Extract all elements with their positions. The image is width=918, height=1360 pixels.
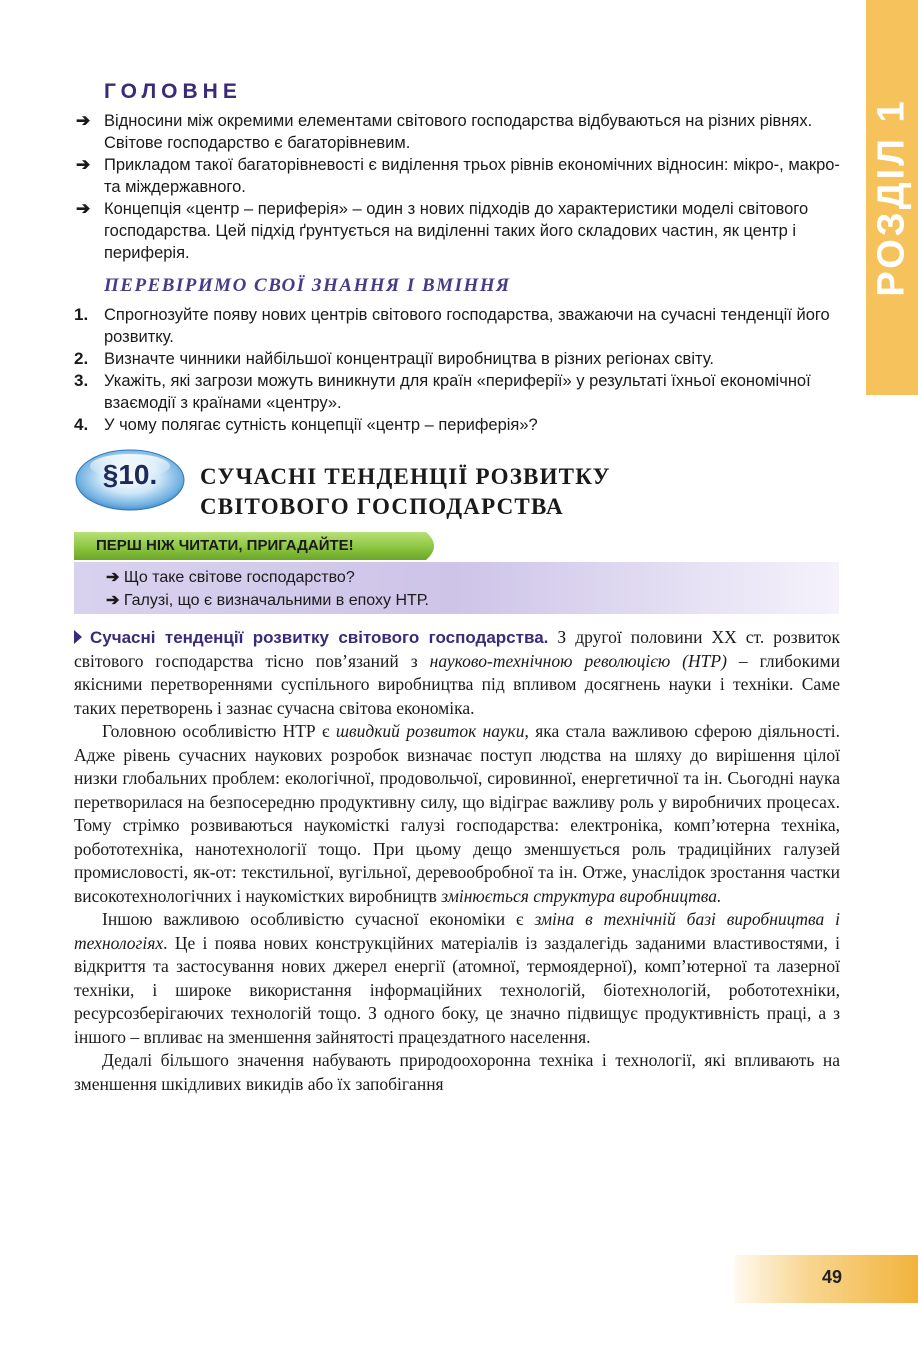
recall-item bbox=[106, 567, 355, 587]
summary-item bbox=[74, 198, 844, 264]
arrow-right-icon: ➔ bbox=[106, 592, 124, 609]
subsection-lead: Сучасні тенденції розвитку світового господарства. bbox=[90, 628, 549, 647]
summary-item-text: Прикладом такої багаторівневості є виділення трьох рівнів економічних відносин: мікро-, макро- та міждержавного. bbox=[104, 156, 840, 196]
check-item-text: Укажіть, які загрози можуть виникнути для країн «периферії» у результаті їхньої економічної взаємодії з країнами «центру». bbox=[104, 372, 811, 412]
recall-item bbox=[106, 590, 429, 610]
recall-banner bbox=[74, 532, 442, 560]
check-item-text: Спрогнозуйте появу нових центрів світового господарства, зважаючи на сучасні тенденції його розвитку. bbox=[104, 306, 830, 346]
check-item bbox=[74, 348, 844, 370]
body-paragraph bbox=[74, 908, 840, 1049]
section-number: §10. bbox=[102, 459, 158, 490]
body-text-run: З другої половини ХХ ст. розвиток світового господарства тісно пов’язаний з bbox=[74, 627, 840, 671]
section-title-line: СВІТОВОГО ГОСПОДАРСТВА bbox=[200, 494, 564, 519]
check-item-number: 3. bbox=[74, 371, 89, 390]
check-item bbox=[74, 370, 844, 414]
summary-item bbox=[74, 154, 844, 198]
chapter-tab-label: РОЗДІЛ 1 bbox=[870, 98, 913, 297]
summary-item-text: Відносини між окремими елементами світового господарства відбуваються на різних рівнях. Світове господарство є багаторівневим. bbox=[104, 112, 813, 152]
page-number: 49 bbox=[821, 1267, 843, 1287]
check-list bbox=[74, 304, 844, 436]
recall-label: ПЕРШ НІЖ ЧИТАТИ, ПРИГАДАЙТЕ! bbox=[96, 537, 354, 554]
check-item-number: 2. bbox=[74, 349, 89, 368]
body-text-run: . Це і поява нових конструкційних матеріалів із заздалегідь заданими властивостями, і відкриття та застосування нових джерел енергії (атомної, термоядерної), комп’ютерної та лазерної техніки, і широке використання інформаційних технологій, біотехнологій, робототехніки, ресурсозберігаючих технологій тощо. З одного боку, це значно підвищує продуктивність праці, а з іншого – впливає на зменшення зайнятості працездатного населення. bbox=[74, 932, 840, 1047]
check-item-text: Визначте чинники найбільшої концентрації виробництва в різних регіонах світу. bbox=[104, 350, 714, 368]
body-emphasis: науково-технічною революцією (НТР) bbox=[429, 650, 727, 671]
check-heading: ПЕРЕВІРИМО СВОЇ ЗНАННЯ І ВМІННЯ bbox=[104, 275, 511, 296]
body-text bbox=[74, 626, 840, 1096]
section-title bbox=[200, 462, 611, 522]
body-text-run: Дедалі більшого значення набувають природоохоронна техніка і технології, які впливають на зменшення шкідливих викидів або їх запобігання bbox=[74, 1050, 840, 1094]
section-title-line: СУЧАСНІ ТЕНДЕНЦІЇ РОЗВИТКУ bbox=[200, 464, 611, 489]
arrow-right-icon: ➔ bbox=[76, 155, 91, 174]
body-paragraph bbox=[74, 720, 840, 908]
body-paragraph bbox=[74, 1049, 840, 1096]
triangle-marker-icon bbox=[74, 630, 82, 644]
check-item-text: У чому полягає сутність концепції «центр – периферія»? bbox=[104, 416, 538, 434]
check-item bbox=[74, 304, 844, 348]
summary-item-text: Концепція «центр – периферія» – один з нових підходів до характеристики моделі світового господарства. Цей підхід ґрунтується на виділенні таких його складових частин, як центр і периферія. bbox=[104, 200, 809, 262]
summary-item bbox=[74, 110, 844, 154]
body-paragraph bbox=[74, 626, 840, 720]
check-item bbox=[74, 414, 844, 436]
chapter-tab bbox=[866, 0, 918, 395]
body-text-run: – глибокими якісними перетвореннями суспільного виробництва під впливом досягнень науки і техніки. Саме таких перетворень і зазнає сучасна світова економіка. bbox=[74, 650, 840, 718]
body-emphasis: зміна в технічній базі виробництва і технологіях bbox=[74, 909, 840, 953]
recall-item-text: Галузі, що є визначальними в епоху НТР. bbox=[123, 592, 429, 609]
arrow-right-icon: ➔ bbox=[76, 199, 91, 218]
body-text-run: Головною особливістю НТР є bbox=[102, 721, 336, 741]
check-item-number: 1. bbox=[74, 305, 89, 324]
recall-item-text: Що таке світове господарство? bbox=[123, 569, 355, 586]
arrow-right-icon: ➔ bbox=[106, 569, 124, 586]
arrow-right-icon: ➔ bbox=[76, 111, 91, 130]
body-text-run: Іншою важливою особливістю сучасної економіки є bbox=[102, 909, 535, 929]
check-item-number: 4. bbox=[74, 415, 89, 434]
summary-list bbox=[74, 110, 844, 264]
recall-box bbox=[74, 562, 839, 614]
section-badge bbox=[74, 446, 186, 512]
body-emphasis: змінюється структура виробництва. bbox=[441, 885, 722, 906]
chapter-tab-label-wrap bbox=[866, 0, 918, 395]
body-emphasis: швидкий розвиток науки bbox=[335, 721, 525, 741]
summary-heading: ГОЛОВНЕ bbox=[104, 80, 242, 103]
body-text-run: , яка стала важливою сферою діяльності. Адже рівень сучасних наукових розробок визначає поступ людства на шляху до вирішення цілої низки глобальних проблем: екологічної, продовольчої, сировинної, енергетичної та ін. Сьогодні наука перетворилася на безпосередню продуктивну силу, що відіграє важливу роль у виробничих процесах. Тому стрімко розвиваються наукомісткі галузі господарства: електроніка, комп’ютерна техніка, робототехніка, нанотехнології тощо. При цьому дещо зменшується роль традиційних галузей промисловості, як-от: текстильної, вугільної, деревообробної та ін. Отже, унаслідок зростання частки високотехнологічних і наукомістких виробництв bbox=[74, 721, 840, 906]
